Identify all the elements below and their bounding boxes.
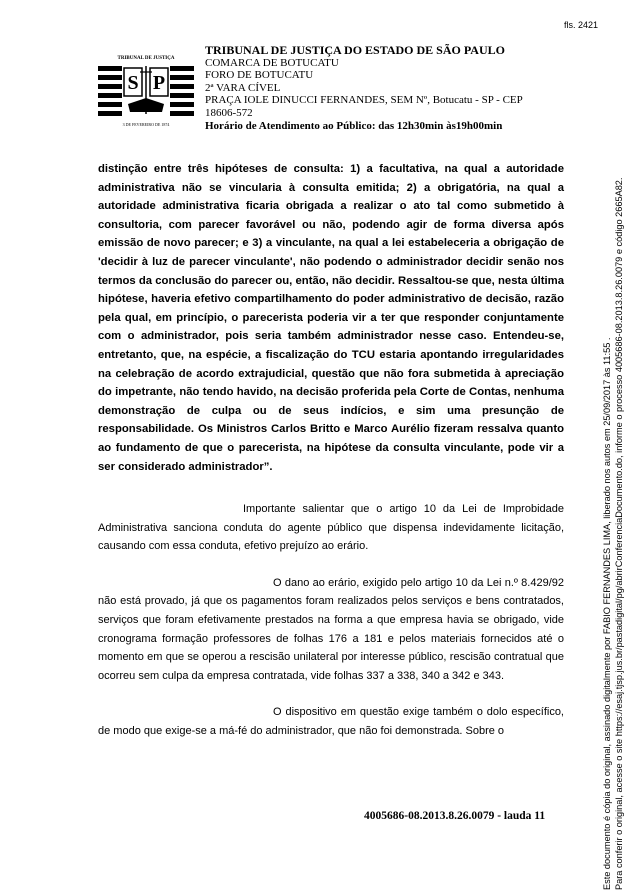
digital-signature-note (600, 120, 632, 890)
svg-text:3 DE FEVEREIRO DE 1874: 3 DE FEVEREIRO DE 1874 (122, 122, 170, 127)
paragraph-3: O dispositivo em questão exige também o dolo específico, de modo que exige-se a má-fé do administrador, que não foi demonstrada. Sobre o (98, 706, 564, 738)
page-footer: 4005686-08.2013.8.26.0079 - lauda 11 (364, 810, 546, 822)
page-reference: fls. 2421 (563, 20, 598, 30)
vara: 2ª VARA CÍVEL (205, 81, 281, 94)
comarca: COMARCA DE BOTUCATU (205, 56, 339, 69)
svg-text:TRIBUNAL DE JUSTIÇA: TRIBUNAL DE JUSTIÇA (117, 56, 175, 61)
document-header (98, 44, 598, 144)
paragraph-1: Importante salientar que o artigo 10 da Lei de Improbidade Administrativa sanciona conduta do agente público que dispensa indevidamente licitação, causando com essa conduta, efetivo prejuízo ao erário. (98, 503, 564, 553)
quoted-passage: distinção entre três hipóteses de consulta: 1) a facultativa, na qual a autoridade administrativa não se vincularia à consulta emitida; 2) a obrigatória, na qual a autoridade administrativa ficaria obrigada a realizar o ato tal como submetido à consultoria, com parecer favorável ou não, podendo agir de forma diversa após emissão de novo parecer; e 3) a vinculante, na qual a lei estabeleceria a obrigação de 'decidir à luz de parecer vinculante', não podendo o administrador decidir senão nos termos da conclusão do parecer ou, então, não decidir. Ressaltou-se que, nesta última hipótese, haveria efetivo compartilhamento do poder administrativo de decisão, razão pela qual, em princípio, o parecerista poderia vir a ter que responder conjuntamente com o administrador, pois seria também administrador nesse caso. Entendeu-se, entretanto, que, na espécie, a fiscalização do TCU estaria apontando irregularidades na celebração de acordo extrajudicial, questão que não fora submetida à apreciação do impetrante, não tendo havido, na decisão proferida pela Corte de Contas, nenhuma demonstração de culpa ou de seus indícios, e sim uma presunção de responsabilidade. Os Ministros Carlos Britto e Marco Aurélio fizeram ressalva quanto ao fundamento de que o parecerista, na hipótese da consulta vinculante, pode vir a ser considerado administrador”. (98, 163, 564, 473)
foro: FORO DE BOTUCATU (205, 69, 314, 82)
address-line-2: 18606-572 (205, 106, 253, 119)
office-hours: Horário de Atendimento ao Público: das 12h30min às19h00min (205, 119, 503, 132)
side-note-line-2: Para conferir o original, acesse o site https://esaj.tjsp.jus.br/pastadigital/pg/abrirConferenciaDocumento.do, informe o processo 4005686-08.2013.8.26.0079 e código 2665A82. (614, 177, 624, 890)
document-body (98, 160, 564, 741)
side-note-line-1: Este documento é cópia do original, assinado digitalmente por FABIO FERNANDES LIMA, liberado nos autos em 25/09/2017 às 11:55 . (602, 337, 612, 890)
court-name: TRIBUNAL DE JUSTIÇA DO ESTADO DE SÃO PAULO (205, 43, 505, 57)
court-seal-logo (98, 52, 194, 130)
address-line-1: PRAÇA IOLE DINUCCI FERNANDES, SEM Nº, Botucatu - SP - CEP (205, 94, 523, 107)
svg-text:S: S (127, 72, 139, 94)
svg-text:P: P (152, 72, 166, 94)
paragraph-2: O dano ao erário, exigido pelo artigo 10 da Lei n.º 8.429/92 não está provado, já que os pagamentos foram realizados pelos serviços e bens contratados, serviços que foram efetivamente prestados na forma a que empresa havia se obrigado, vide cronograma formação professores de folhas 176 a 181 e pelos materiais fornecidos até o momento em que se operou a rescisão unilateral por interesse público, rescisão contratual que ocorreu sem culpa da empresa contratada, vide folhas 337 a 338, 340 a 342 e 343. (98, 576, 564, 682)
